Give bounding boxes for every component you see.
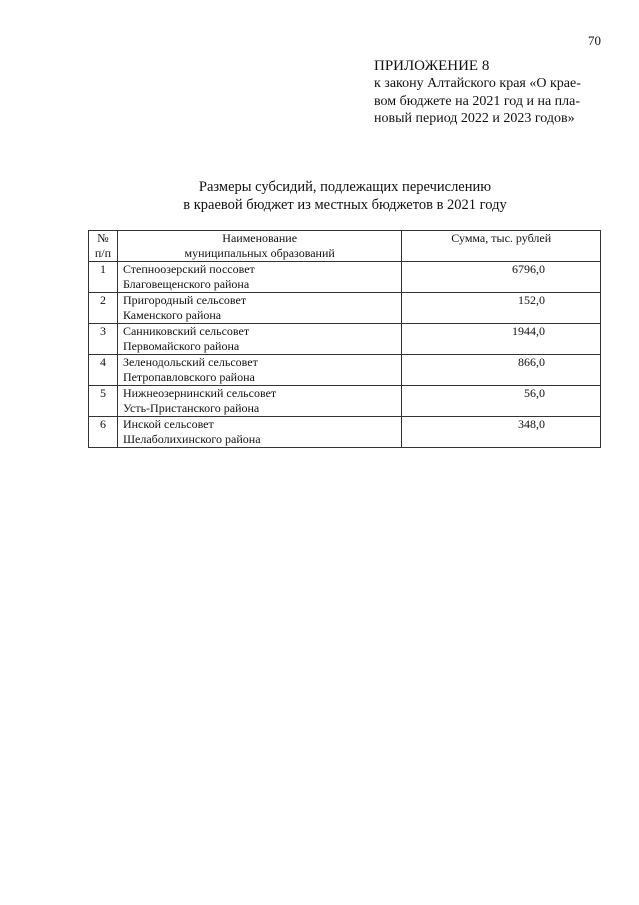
document-title: [90, 178, 600, 214]
row-sum: 348,0: [402, 417, 601, 448]
row-name: [117, 417, 401, 448]
appendix-line: новый период 2022 и 2023 годов»: [374, 111, 575, 126]
row-number: 4: [89, 355, 118, 386]
row-name-line: Степноозерский поссовет: [122, 262, 255, 276]
row-name-line: Шелаболихинского района: [122, 432, 261, 446]
document-title-line: в краевой бюджет из местных бюджетов в 2021 году: [183, 197, 507, 213]
row-name-line: Инской сельсовет: [122, 417, 214, 431]
row-name: [117, 324, 401, 355]
table-header-row: [89, 231, 601, 262]
row-name: [117, 262, 401, 293]
row-name-line: Петропавловского района: [122, 370, 255, 384]
header-number: [89, 231, 118, 262]
table-row: [89, 324, 601, 355]
appendix-block: [374, 57, 614, 128]
row-name-line: Усть-Пристанского района: [122, 401, 260, 415]
row-number: 5: [89, 386, 118, 417]
row-name-line: Благовещенского района: [122, 277, 250, 291]
row-name: [117, 355, 401, 386]
header-sum: Сумма, тыс. рублей: [402, 231, 601, 262]
appendix-line: к закону Алтайского края «О крае-: [374, 76, 581, 91]
table-row: [89, 293, 601, 324]
row-name: [117, 293, 401, 324]
row-name-line: Первомайского района: [122, 339, 240, 353]
row-sum: 866,0: [402, 355, 601, 386]
document-title-line: Размеры субсидий, подлежащих перечислению: [198, 179, 492, 195]
table-row: [89, 417, 601, 448]
subsidies-table: [88, 230, 601, 448]
header-number-line: №: [97, 231, 109, 245]
header-name-line: Наименование: [222, 231, 298, 245]
row-name: [117, 386, 401, 417]
appendix-line: вом бюджете на 2021 год и на пла-: [374, 93, 581, 109]
row-name-line: Зеленодольский сельсовет: [122, 355, 258, 369]
row-number: 3: [89, 324, 118, 355]
table-row: [89, 262, 601, 293]
header-name-line: муниципальных образований: [184, 246, 335, 260]
header-number-line: п/п: [94, 246, 112, 260]
appendix-title: ПРИЛОЖЕНИЕ 8: [374, 58, 490, 74]
row-number: 2: [89, 293, 118, 324]
row-number: 6: [89, 417, 118, 448]
header-name: [117, 231, 401, 262]
row-sum: 152,0: [402, 293, 601, 324]
row-name-line: Каменского района: [122, 308, 222, 322]
row-name-line: Пригородный сельсовет: [122, 293, 247, 307]
page-number: 70: [588, 33, 601, 48]
row-sum: 6796,0: [402, 262, 601, 293]
table-row: [89, 355, 601, 386]
row-number: 1: [89, 262, 118, 293]
row-sum: 56,0: [402, 386, 601, 417]
row-name-line: Санниковский сельсовет: [122, 324, 250, 338]
row-name-line: Нижнеозернинский сельсовет: [122, 386, 277, 400]
table-row: [89, 386, 601, 417]
row-sum: 1944,0: [402, 324, 601, 355]
